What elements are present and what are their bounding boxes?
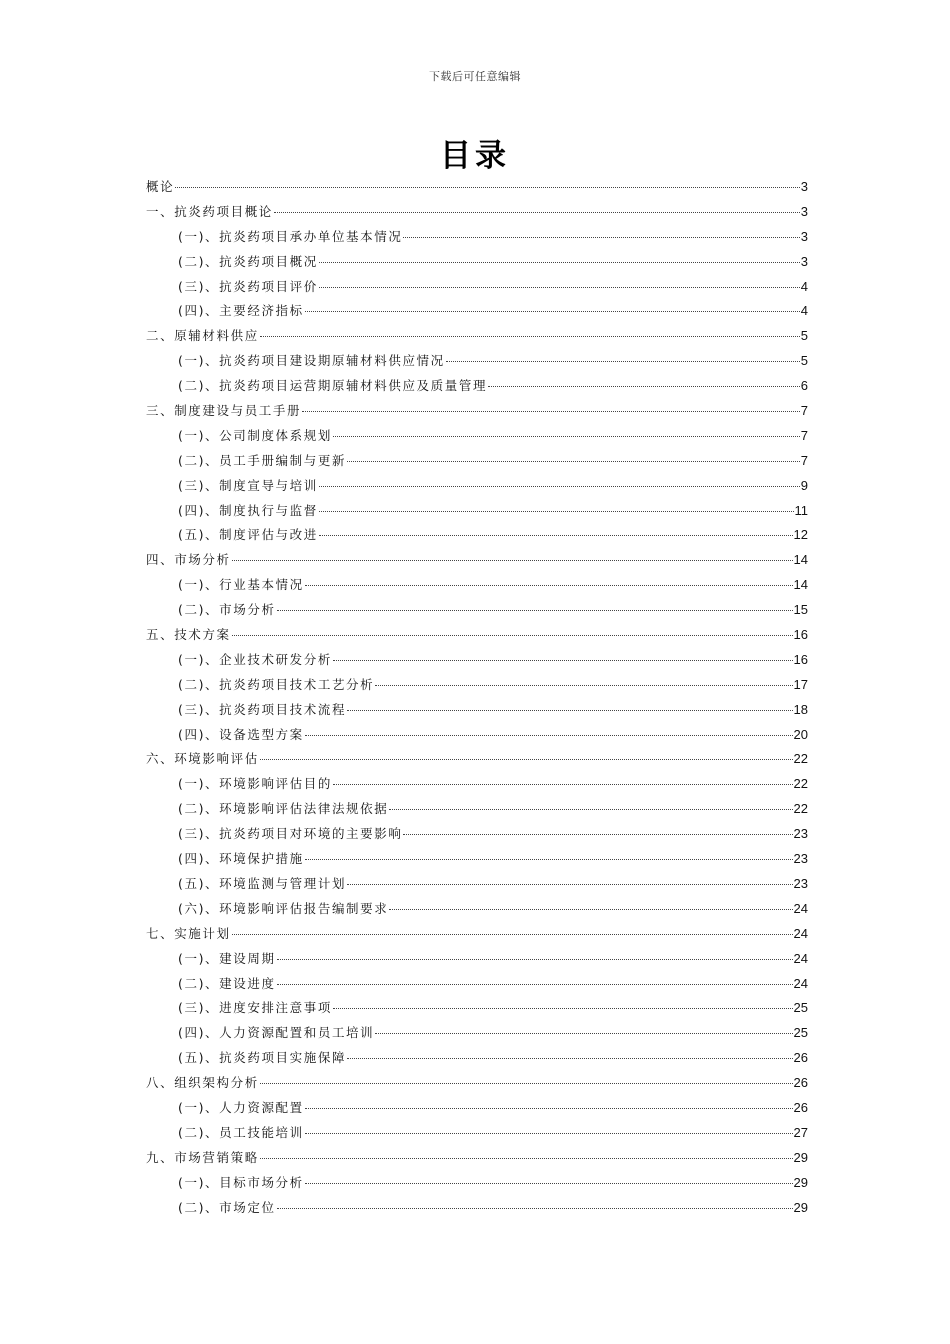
toc-subsection-entry[interactable]	[146, 797, 808, 822]
toc-subsection-entry[interactable]	[146, 275, 808, 300]
toc-page-number: 3	[800, 253, 808, 269]
toc-dot-leader	[403, 834, 792, 835]
toc-entry-label: (二)、抗炎药项目运营期原辅材料供应及质量管理	[178, 378, 488, 394]
toc-dot-leader	[305, 311, 800, 312]
toc-dot-leader	[319, 262, 800, 263]
toc-page-number: 22	[793, 751, 808, 767]
toc-entry-label: (一)、抗炎药项目建设期原辅材料供应情况	[178, 353, 445, 369]
toc-page-number: 17	[793, 676, 808, 692]
toc-entry-label: (三)、抗炎药项目技术流程	[178, 701, 347, 717]
toc-entry-label: (三)、进度安排注意事项	[178, 1000, 332, 1016]
toc-section-entry[interactable]	[146, 623, 808, 648]
toc-entry-label: 概论	[146, 179, 175, 194]
toc-entry-label: (二)、市场定位	[178, 1199, 276, 1215]
toc-dot-leader	[389, 809, 792, 810]
toc-page-number: 7	[800, 427, 808, 443]
toc-entry-label: 七、实施计划	[146, 925, 231, 941]
toc-entry-label: 八、组织架构分析	[146, 1075, 259, 1091]
toc-page-number: 4	[800, 303, 808, 319]
toc-subsection-entry[interactable]	[146, 673, 808, 698]
toc-dot-leader	[347, 710, 792, 711]
toc-section-entry[interactable]	[146, 548, 808, 573]
toc-dot-leader	[274, 212, 800, 213]
toc-dot-leader	[260, 759, 793, 760]
toc-entry-label: 三、制度建设与员工手册	[146, 403, 302, 419]
toc-page-number: 7	[800, 403, 808, 419]
toc-page-number: 23	[793, 875, 808, 891]
toc-page-number: 15	[793, 602, 808, 618]
toc-dot-leader	[260, 1083, 793, 1084]
toc-subsection-entry[interactable]	[146, 1096, 808, 1121]
toc-dot-leader	[277, 959, 793, 960]
toc-subsection-entry[interactable]	[146, 474, 808, 499]
toc-page-number: 12	[793, 527, 808, 543]
toc-section-entry[interactable]	[146, 324, 808, 349]
header-note: 下载后可任意编辑	[429, 70, 521, 83]
toc-dot-leader	[305, 735, 793, 736]
toc-dot-leader	[305, 585, 793, 586]
toc-page-number: 23	[793, 851, 808, 867]
toc-page-number: 29	[793, 1174, 808, 1190]
toc-entry-label: (四)、制度执行与监督	[178, 502, 318, 518]
toc-page-number: 26	[793, 1099, 808, 1115]
toc-page-number: 23	[793, 826, 808, 842]
toc-page-number: 24	[793, 925, 808, 941]
toc-entry-label: (五)、抗炎药项目实施保障	[178, 1050, 347, 1066]
toc-page-number: 24	[793, 900, 808, 916]
toc-dot-leader	[319, 287, 800, 288]
toc-dot-leader	[260, 336, 800, 337]
toc-entry-label: (三)、抗炎药项目对环境的主要影响	[178, 826, 403, 842]
toc-subsection-entry[interactable]	[146, 897, 808, 922]
toc-subsection-entry[interactable]	[146, 499, 808, 524]
toc-subsection-entry[interactable]	[146, 424, 808, 449]
toc-dot-leader	[305, 859, 793, 860]
toc-subsection-entry[interactable]	[146, 872, 808, 897]
toc-subsection-entry[interactable]	[146, 822, 808, 847]
toc-page-number: 25	[793, 1025, 808, 1041]
toc-entry-label: 二、原辅材料供应	[146, 328, 259, 344]
toc-page-number: 3	[800, 179, 808, 194]
toc-subsection-entry[interactable]	[146, 1171, 808, 1196]
toc-subsection-entry[interactable]	[146, 523, 808, 548]
toc-section-entry[interactable]	[146, 747, 808, 772]
toc-entry-label: (一)、建设周期	[178, 950, 276, 966]
toc-subsection-entry[interactable]	[146, 847, 808, 872]
toc-entry-label: 一、抗炎药项目概论	[146, 203, 273, 219]
toc-page-number: 6	[800, 378, 808, 394]
toc-page-number: 16	[793, 651, 808, 667]
toc-page-number: 11	[794, 502, 808, 518]
toc-entry-label: (四)、环境保护措施	[178, 851, 304, 867]
toc-entry-label: (二)、抗炎药项目技术工艺分析	[178, 676, 375, 692]
toc-dot-leader	[347, 1058, 792, 1059]
toc-section-entry[interactable]	[146, 1146, 808, 1171]
toc-page-number: 3	[800, 203, 808, 219]
toc-subsection-entry[interactable]	[146, 772, 808, 797]
toc-entry-label: 六、环境影响评估	[146, 751, 259, 767]
toc-subsection-entry[interactable]	[146, 250, 808, 275]
toc-entry-label: (四)、设备选型方案	[178, 726, 304, 742]
toc-page-number: 9	[800, 477, 808, 493]
toc-dot-leader	[319, 486, 800, 487]
toc-section-entry[interactable]	[146, 922, 808, 947]
toc-dot-leader	[333, 1008, 793, 1009]
toc-dot-leader	[277, 984, 793, 985]
toc-page-number: 4	[800, 278, 808, 294]
toc-dot-leader	[277, 1208, 793, 1209]
toc-subsection-entry[interactable]	[146, 1121, 808, 1146]
toc-dot-leader	[305, 1183, 793, 1184]
toc-section-entry[interactable]	[146, 399, 808, 424]
toc-subsection-entry[interactable]	[146, 648, 808, 673]
toc-page-number: 22	[793, 801, 808, 817]
toc-dot-leader	[389, 909, 792, 910]
toc-dot-leader	[305, 1133, 793, 1134]
toc-entry-label: (六)、环境影响评估报告编制要求	[178, 900, 389, 916]
toc-subsection-entry[interactable]	[146, 573, 808, 598]
toc-page-number: 25	[793, 1000, 808, 1016]
toc-dot-leader	[333, 436, 800, 437]
toc-entry-label: (二)、市场分析	[178, 602, 276, 618]
toc-dot-leader	[319, 511, 794, 512]
toc-entry-label: (三)、抗炎药项目评价	[178, 278, 318, 294]
toc-dot-leader	[488, 386, 800, 387]
toc-entry-label: (三)、制度宣导与培训	[178, 477, 318, 493]
toc-subsection-entry[interactable]	[146, 996, 808, 1021]
toc-subsection-entry[interactable]	[146, 299, 808, 324]
toc-entry-label: 四、市场分析	[146, 552, 231, 568]
table-of-contents	[146, 175, 808, 1220]
toc-entry-label: (五)、环境监测与管理计划	[178, 875, 347, 891]
toc-title: 目录	[440, 138, 510, 174]
toc-page-number: 29	[793, 1199, 808, 1215]
toc-page-number: 5	[800, 328, 808, 344]
toc-dot-leader	[175, 187, 800, 188]
toc-page-number: 20	[793, 726, 808, 742]
toc-page-number: 3	[800, 228, 808, 244]
toc-section-entry[interactable]	[146, 175, 808, 200]
toc-dot-leader	[347, 884, 792, 885]
toc-entry-label: (一)、企业技术研发分析	[178, 651, 332, 667]
toc-entry-label: 五、技术方案	[146, 627, 231, 643]
toc-entry-label: (一)、环境影响评估目的	[178, 776, 332, 792]
toc-entry-label: (一)、抗炎药项目承办单位基本情况	[178, 228, 403, 244]
toc-subsection-entry[interactable]	[146, 947, 808, 972]
toc-entry-label: (四)、主要经济指标	[178, 303, 304, 319]
toc-entry-label: (二)、抗炎药项目概况	[178, 253, 318, 269]
toc-subsection-entry[interactable]	[146, 449, 808, 474]
toc-entry-label: (一)、目标市场分析	[178, 1174, 304, 1190]
toc-page-number: 24	[793, 950, 808, 966]
toc-page-number: 29	[793, 1149, 808, 1165]
toc-section-entry[interactable]	[146, 1071, 808, 1096]
toc-page-number: 24	[793, 975, 808, 991]
toc-entry-label: (四)、人力资源配置和员工培训	[178, 1025, 375, 1041]
toc-dot-leader	[333, 660, 793, 661]
toc-subsection-entry[interactable]	[146, 598, 808, 623]
toc-entry-label: (一)、公司制度体系规划	[178, 427, 332, 443]
toc-dot-leader	[375, 1033, 792, 1034]
toc-subsection-entry[interactable]	[146, 723, 808, 748]
toc-page-number: 5	[800, 353, 808, 369]
toc-subsection-entry[interactable]	[146, 698, 808, 723]
toc-page-number: 14	[793, 552, 808, 568]
toc-dot-leader	[232, 934, 793, 935]
toc-dot-leader	[277, 610, 793, 611]
toc-subsection-entry[interactable]	[146, 1021, 808, 1046]
toc-dot-leader	[446, 361, 800, 362]
toc-page-number: 26	[793, 1050, 808, 1066]
toc-dot-leader	[305, 1108, 793, 1109]
toc-entry-label: (五)、制度评估与改进	[178, 527, 318, 543]
toc-entry-label: (二)、环境影响评估法律法规依据	[178, 801, 389, 817]
toc-subsection-entry[interactable]	[146, 225, 808, 250]
toc-page-number: 7	[800, 452, 808, 468]
toc-dot-leader	[375, 685, 792, 686]
toc-section-entry[interactable]	[146, 200, 808, 225]
toc-entry-label: 九、市场营销策略	[146, 1149, 259, 1165]
toc-dot-leader	[333, 784, 793, 785]
toc-subsection-entry[interactable]	[146, 1046, 808, 1071]
toc-entry-label: (一)、人力资源配置	[178, 1099, 304, 1115]
toc-subsection-entry[interactable]	[146, 972, 808, 997]
toc-dot-leader	[319, 535, 793, 536]
toc-page-number: 26	[793, 1075, 808, 1091]
toc-page-number: 14	[793, 577, 808, 593]
toc-subsection-entry[interactable]	[146, 1196, 808, 1221]
toc-dot-leader	[232, 635, 793, 636]
toc-subsection-entry[interactable]	[146, 349, 808, 374]
toc-dot-leader	[403, 237, 799, 238]
toc-page-number: 18	[793, 701, 808, 717]
toc-entry-label: (二)、员工手册编制与更新	[178, 452, 347, 468]
toc-subsection-entry[interactable]	[146, 374, 808, 399]
toc-dot-leader	[302, 411, 800, 412]
toc-entry-label: (一)、行业基本情况	[178, 577, 304, 593]
toc-page-number: 27	[793, 1124, 808, 1140]
toc-dot-leader	[232, 560, 793, 561]
toc-entry-label: (二)、建设进度	[178, 975, 276, 991]
toc-page-number: 22	[793, 776, 808, 792]
toc-page-number: 16	[793, 627, 808, 643]
toc-entry-label: (二)、员工技能培训	[178, 1124, 304, 1140]
toc-dot-leader	[260, 1158, 793, 1159]
toc-dot-leader	[347, 461, 800, 462]
